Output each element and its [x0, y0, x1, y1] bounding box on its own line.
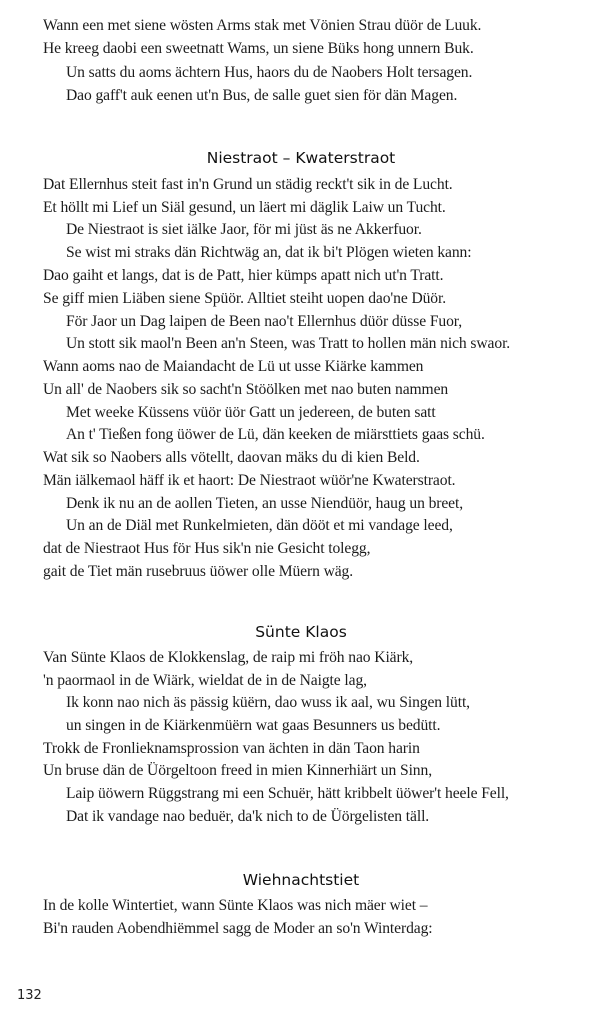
verse-line: Laip üöwern Rüggstrang mi een Schuër, hätt kribbelt üöwer't heele Fell, [66, 785, 509, 802]
poem-title: Wiehnachtstiet [242, 871, 360, 889]
verse-line: He kreeg daobi een sweetnatt Wams, un siene Büks hong unnern Buk. [43, 40, 474, 57]
verse-line: Un stott sik maol'n Been an'n Steen, was Tratt to hollen män nich swaor. [66, 335, 511, 352]
verse-line: gait de Tiet män rusebruus üöwer olle Müern wäg. [43, 563, 354, 580]
verse-line: Dat Ellernhus steit fast in'n Grund un städig reckt't sik in de Lucht. [43, 176, 453, 193]
verse-line: un singen in de Kiärkenmüërn wat gaas Besunners us bedütt. [66, 717, 441, 734]
verse-line: An t' Tießen fong üöwer de Lü, dän keeken de miärsttiets gaas schü. [66, 426, 485, 443]
verse-line: 'n paormaol in de Wiärk, wieldat de in de Naigte lag, [43, 672, 367, 689]
verse-line: Trokk de Fronlieknamsprossion van ächten in dän Taon harin [43, 740, 420, 757]
verse-line: Dao gaiht et langs, dat is de Patt, hier kümps apatt nich ut'n Tratt. [43, 267, 444, 284]
verse-line: Met weeke Küssens vüör üör Gatt un jedereen, de buten satt [66, 404, 436, 421]
verse-line: För Jaor un Dag laipen de Been nao't Ellernhus düör düsse Fuor, [66, 313, 463, 330]
verse-line: Wann aoms nao de Maiandacht de Lü ut usse Kiärke kammen [43, 358, 424, 375]
verse-line: Et höllt mi Lief un Siäl gesund, un läert mi däglik Laiw un Tucht. [43, 199, 446, 216]
verse-line: Dao gaff't auk eenen ut'n Bus, de salle guet sien för dän Magen. [66, 87, 458, 104]
verse-line: Wat sik so Naobers alls vötellt, daovan mäks du di kien Beld. [43, 449, 420, 466]
verse-line: Wann een met siene wösten Arms stak met Vönien Strau düör de Luuk. [43, 17, 482, 34]
verse-line: Denk ik nu an de aollen Tieten, an usse Niendüör, haug un breet, [66, 495, 464, 512]
verse-line: Un bruse dän de Üörgeltoon freed in mien Kinnerhiärt un Sinn, [43, 762, 432, 779]
verse-line: Ik konn nao nich äs pässig küërn, dao wuss ik aal, wu Singen lütt, [66, 694, 470, 711]
verse-line: Van Sünte Klaos de Klokkenslag, de raip mi fröh nao Kiärk, [43, 649, 414, 666]
verse-line: Dat ik vandage nao beduër, da'k nich to de Üörgelisten täll. [66, 808, 430, 825]
verse-line: Bi'n rauden Aobendhiëmmel sagg de Moder an so'n Winterdag: [43, 920, 433, 937]
verse-line: dat de Niestraot Hus för Hus sik'n nie Gesicht tolegg, [43, 540, 371, 557]
verse-line: Un an de Diäl met Runkelmieten, dän dööt et mi vandage leed, [66, 517, 453, 534]
verse-line: Un all' de Naobers sik so sacht'n Stöölken met nao buten nammen [43, 381, 449, 398]
verse-line: Se wist mi straks dän Richtwäg an, dat ik bi't Plögen wieten kann: [66, 244, 472, 261]
verse-line: Män iälkemaol häff ik et haort: De Niestraot wüör'ne Kwaterstraot. [43, 472, 456, 489]
poem-title: Niestraot – Kwaterstraot [206, 149, 396, 167]
verse-line: Se giff mien Liäben siene Spüör. Alltiet steiht uopen dao'ne Düör. [43, 290, 447, 307]
poem-title: Sünte Klaos [255, 623, 347, 641]
verse-line: De Niestraot is siet iälke Jaor, för mi jüst äs ne Akkerfuor. [66, 221, 422, 238]
page-number: 132 [17, 988, 42, 1003]
verse-line: In de kolle Wintertiet, wann Sünte Klaos was nich mäer wiet – [43, 897, 428, 914]
verse-line: Un satts du aoms ächtern Hus, haors du de Naobers Holt tersagen. [66, 64, 473, 81]
